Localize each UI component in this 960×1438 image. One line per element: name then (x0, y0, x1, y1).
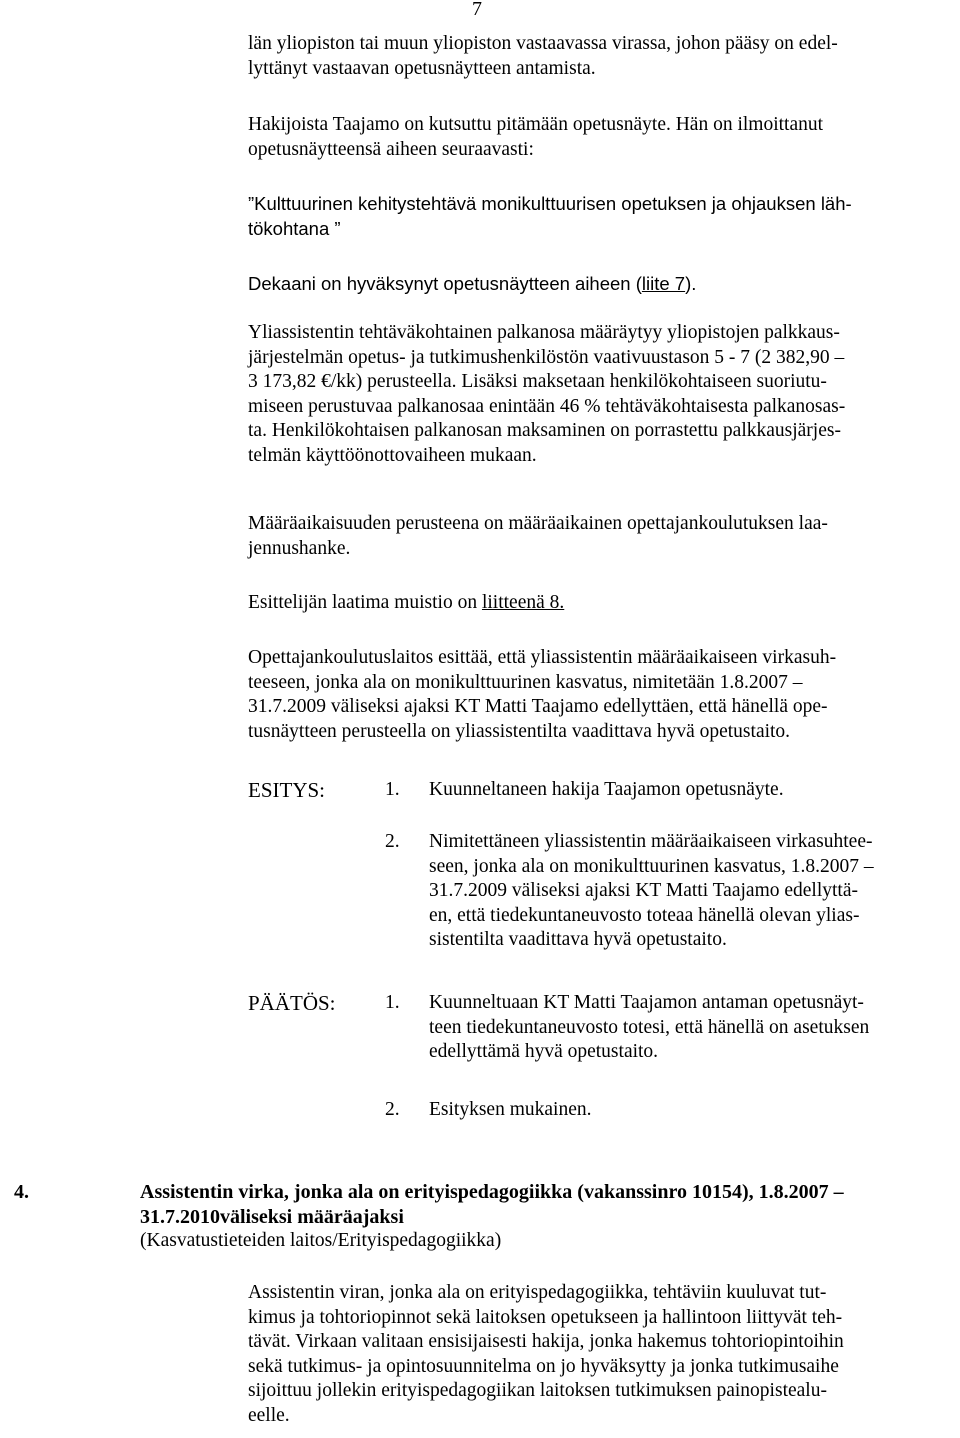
section-number: 4. (14, 1181, 29, 1203)
section-title-line: Assistentin virka, jonka ala on erityispedagogiikka (vakanssinro 10154), 1.8.2007 – (140, 1181, 844, 1203)
text-line: sijoittuu jollekin erityispedagogiikan laitoksen tutkimuksen painopistealu- (248, 1380, 827, 1401)
text-line: telmän käyttöönottovaiheen mukaan. (248, 444, 537, 466)
section-subtitle: (Kasvatustieteiden laitos/Erityispedagogiikka) (140, 1230, 502, 1251)
text-line: sekä tutkimus- ja opintosuunnitelma on jo hyväksytty ja jonka tutkimusaihe (248, 1355, 839, 1377)
paatos-item-1 (429, 991, 929, 1065)
attachment-link-liite-7[interactable]: liite 7 (641, 273, 686, 294)
section-4-body (248, 1281, 948, 1428)
text-line: jennushanke. (248, 537, 351, 559)
text-line: miseen perustuvaa palkanosaa enintään 46 % tehtäväkohtaisesta palkanosas- (248, 395, 846, 417)
section-heading (140, 1180, 950, 1254)
text-line: tökohtana ” (248, 217, 341, 239)
paragraph-1 (248, 32, 948, 81)
text-line: Kuunneltaneen hakija Taajamon opetusnäyte. (429, 779, 784, 800)
paragraph-8 (248, 646, 948, 744)
text-line: Kuunneltuaan KT Matti Taajamon antaman opetusnäyt- (429, 992, 864, 1013)
text-after-link: ). (685, 273, 697, 294)
section-title-line: 31.7.2010väliseksi määräajaksi (140, 1205, 404, 1228)
paragraph-2 (248, 113, 948, 162)
text-line: ”Kulttuurinen kehitystehtävä monikulttuurisen opetuksen ja ohjauksen läh- (248, 193, 852, 214)
text-line: län yliopiston tai muun yliopiston vastaavassa virassa, johon pääsy on edel- (248, 33, 838, 54)
text-line: eelle. (248, 1404, 290, 1426)
paragraph-5-salary (248, 321, 948, 468)
text-before-link: Dekaani on hyväksynyt opetusnäytteen aiheen ( (248, 273, 642, 294)
paatos-item-2 (429, 1098, 929, 1123)
text-line: 31.7.2009 väliseksi ajaksi KT Matti Taajamo edellyttäen, että hänellä ope- (248, 696, 828, 717)
esitys-item-2 (429, 830, 929, 953)
attachment-link-liitteena-8[interactable]: liitteenä 8. (481, 592, 565, 613)
text-line: järjestelmän opetus- ja tutkimushenkilöstön vaativuustason 5 - 7 (2 382,90 – (248, 346, 845, 368)
text-before-link: Esittelijän laatima muistio on (248, 592, 482, 613)
text-line: Hakijoista Taajamo on kutsuttu pitämään opetusnäyte. Hän on ilmoittanut (248, 114, 824, 135)
esitys-item-number: 2. (385, 831, 400, 852)
paatos-label: PÄÄTÖS: (248, 991, 336, 1015)
text-line: Nimitettäneen yliassistentin määräaikaiseen virkasuhtee- (429, 831, 873, 852)
paragraph-3-topic (248, 192, 948, 241)
text-line: edellyttämä hyvä opetustaito. (429, 1041, 659, 1062)
text-line: teeseen, jonka ala on monikulttuurinen kasvatus, nimitetään 1.8.2007 – (248, 671, 803, 693)
esitys-item-number: 1. (385, 779, 400, 800)
text-line: tusnäytteen perusteella on yliassistentilta vaadittava hyvä opetustaito. (248, 720, 791, 742)
paragraph-4 (248, 272, 948, 297)
text-line: 3 173,82 €/kk) perusteella. Lisäksi maksetaan henkilökohtaiseen suoriutu- (248, 371, 827, 392)
text-line: Opettajankoulutuslaitos esittää, että yliassistentin määräaikaiseen virkasuh- (248, 647, 837, 668)
text-line: kimus ja tohtoriopinnot sekä laitoksen opetukseen ja hallintoon liittyvät teh- (248, 1306, 843, 1328)
text-line: Määräaikaisuuden perusteena on määräaikainen opettajankoulutuksen laa- (248, 513, 828, 534)
page-number: 7 (472, 0, 482, 20)
paatos-item-number: 2. (385, 1099, 400, 1120)
text-line: Esityksen mukainen. (429, 1099, 592, 1120)
text-line: en, että tiedekuntaneuvosto toteaa hänellä olevan ylias- (429, 904, 860, 926)
paragraph-6 (248, 512, 948, 561)
text-line: sistentilta vaadittava hyvä opetustaito. (429, 929, 727, 950)
text-line: Assistentin viran, jonka ala on erityispedagogiikka, tehtäviin kuuluvat tut- (248, 1282, 827, 1303)
paatos-item-number: 1. (385, 992, 400, 1013)
text-line: Yliassistentin tehtäväkohtainen palkanosa määräytyy yliopistojen palkkaus- (248, 322, 840, 343)
text-line: teen tiedekuntaneuvosto totesi, että hänellä on asetuksen (429, 1016, 870, 1038)
text-line: tävät. Virkaan valitaan ensisijaisesti hakija, jonka hakemus tohtoriopintoihin (248, 1331, 844, 1352)
text-line: lyttänyt vastaavan opetusnäytteen antamista. (248, 57, 596, 79)
esitys-label: ESITYS: (248, 778, 326, 802)
text-line: 31.7.2009 väliseksi ajaksi KT Matti Taajamo edellyttä- (429, 880, 858, 901)
esitys-item-1 (429, 778, 929, 803)
text-line: seen, jonka ala on monikulttuurinen kasvatus, 1.8.2007 – (429, 855, 874, 877)
text-line: ta. Henkilökohtaisen palkanosan maksaminen on porrastettu palkkausjärjes- (248, 420, 841, 441)
text-line: opetusnäytteensä aiheen seuraavasti: (248, 138, 534, 160)
paragraph-7 (248, 591, 948, 616)
